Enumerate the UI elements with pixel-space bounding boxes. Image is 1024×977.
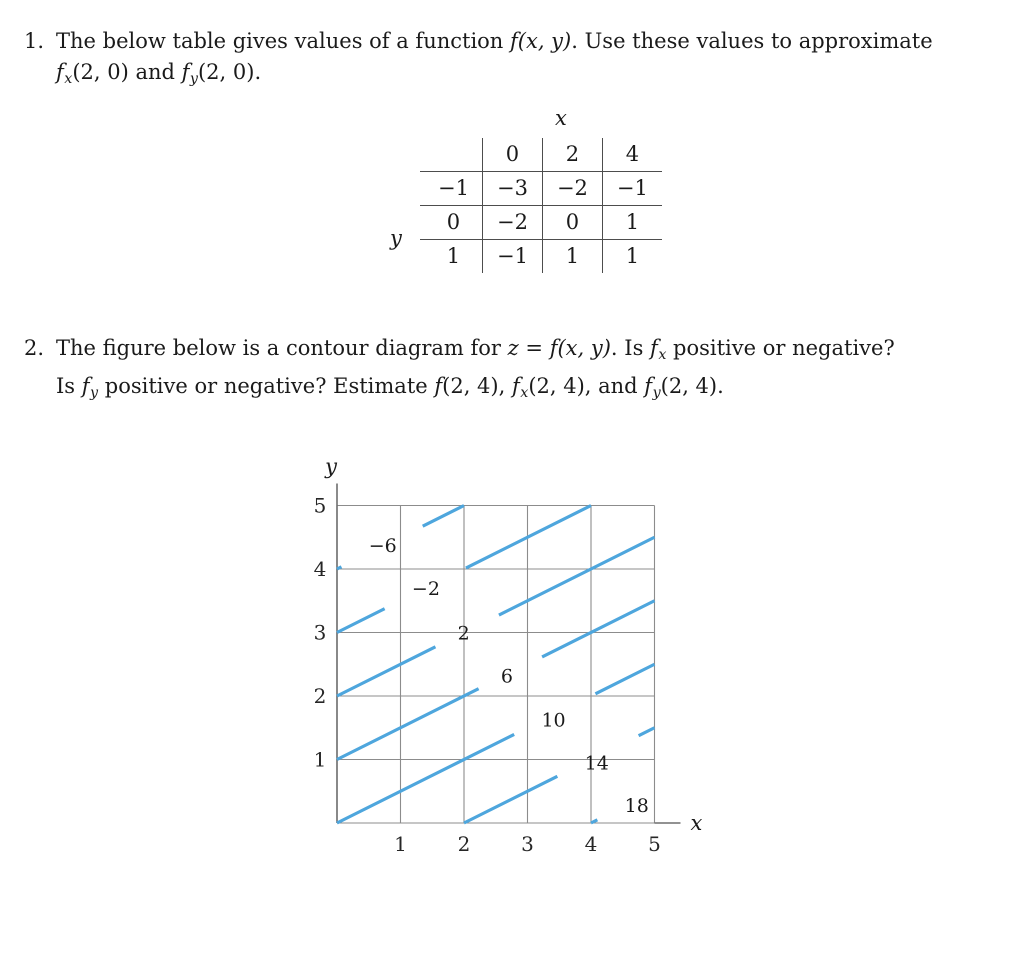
problem-2-equals: = <box>518 336 550 360</box>
problem-2-estimate-f-args: (2, 4) <box>442 373 499 398</box>
contour-line <box>337 567 341 569</box>
problem-1-fy-args: (2, 0) <box>197 60 255 84</box>
problem-2-estimate-fx-subscript: x <box>520 384 529 401</box>
contour-line <box>499 537 655 615</box>
table-row <box>420 240 662 274</box>
problem-2-separator-1: , <box>498 373 512 398</box>
table-cell-r2c2: 1 <box>602 240 661 274</box>
y-tick-label: 1 <box>313 747 327 772</box>
contour-level-label: 18 <box>624 795 649 818</box>
x-tick-label: 2 <box>457 832 471 856</box>
problem-1-fx-args: (2, 0) <box>72 60 129 84</box>
table-cell-r1c0: −2 <box>482 206 542 240</box>
problem-1-period: . <box>254 60 262 84</box>
table-cell-r2c0: −1 <box>482 240 542 274</box>
contour-level-labels <box>369 535 649 817</box>
x-axis-title: x <box>690 811 703 835</box>
contour-line <box>423 506 464 527</box>
table-col-header-2: 4 <box>625 142 640 166</box>
problem-1-text <box>56 26 933 95</box>
problem-2-number: 2. <box>23 336 44 360</box>
problem-2-estimate-fx-symbol: f <box>511 373 520 398</box>
problem-1-number: 1. <box>23 29 44 53</box>
table-x-header: x <box>555 106 567 130</box>
problem-2-estimate-f-symbol: f <box>434 373 443 398</box>
table-row <box>420 172 662 206</box>
contour-line <box>466 506 591 569</box>
table-row-header-1: 0 <box>420 206 482 240</box>
axis-titles <box>324 455 702 836</box>
contour-line <box>337 647 435 696</box>
problem-2-z-symbol: z <box>507 336 519 360</box>
problem-2-line1-part-b: . Is <box>610 336 651 360</box>
y-axis-title: y <box>325 454 337 479</box>
problem-2-estimate-fx-args: (2, 4) <box>528 373 585 398</box>
problem-1-line1-part-b: . Use these values to approximate <box>571 29 933 53</box>
table-row-header-2: 1 <box>420 240 482 274</box>
problem-2-period: . <box>717 373 724 398</box>
table-header-row <box>420 138 662 172</box>
problem-2-fx-subscript: x <box>658 346 667 363</box>
contour-line <box>595 664 654 694</box>
y-tick-label: 2 <box>313 684 327 708</box>
contour-line <box>542 601 654 657</box>
problem-2-function-symbol: f <box>549 336 558 360</box>
table-cell-r1c1: 0 <box>542 206 602 240</box>
problem-1 <box>8 26 1008 95</box>
table-cell-r2c1: 1 <box>542 240 602 274</box>
problem-2 <box>8 333 1008 409</box>
problem-2-fy-subscript: y <box>90 384 99 401</box>
table-row-header-0: −1 <box>420 172 482 206</box>
problem-2-estimate-fy-args: (2, 4) <box>660 373 718 398</box>
problem-1-fy-symbol: f <box>181 60 190 84</box>
table-col-header-0: 0 <box>482 138 542 172</box>
problem-2-estimate-fy-subscript: y <box>652 384 661 401</box>
table-cell-r0c1: −2 <box>542 172 602 206</box>
axis-tick-labels <box>314 494 661 857</box>
x-tick-label: 1 <box>394 832 407 856</box>
problem-1-fx-symbol: f <box>56 60 64 84</box>
table-y-header: y <box>390 226 402 250</box>
problem-2-line2-part-a: Is <box>56 373 82 398</box>
problem-1-fx-subscript: x <box>64 70 73 87</box>
contour-level-label: 6 <box>500 665 513 688</box>
contour-level-label: 14 <box>584 752 609 775</box>
problem-2-function-args: (x, y) <box>557 336 611 360</box>
contour-line <box>464 776 557 823</box>
y-tick-label: 5 <box>313 493 327 518</box>
problem-2-estimate-fy-symbol: f <box>644 373 653 398</box>
table-corner-cell <box>420 138 482 172</box>
problem-1-function-symbol: f <box>510 29 518 53</box>
contour-level-label: −2 <box>411 578 440 601</box>
contour-line <box>337 689 479 760</box>
table-cell-r0c2: −1 <box>602 172 661 206</box>
problem-2-fx-symbol: f <box>650 336 658 360</box>
problem-2-line1-part-c: positive or negative? <box>666 336 895 360</box>
problem-1-conjunction: and <box>128 60 182 84</box>
problem-2-text <box>56 333 895 409</box>
contour-diagram-svg <box>290 440 730 860</box>
y-tick-label: 4 <box>313 557 327 581</box>
problem-1-fy-subscript: y <box>189 70 198 87</box>
x-tick-label: 3 <box>521 832 534 856</box>
contour-line <box>337 609 385 633</box>
x-tick-label: 4 <box>584 832 598 856</box>
table-col-header-1: 2 <box>542 138 602 172</box>
contour-level-label: −6 <box>368 534 397 557</box>
problem-2-separator-2: , and <box>584 373 645 398</box>
contour-diagram <box>290 440 730 860</box>
problem-2-line2-part-b: positive or negative? Estimate <box>98 373 435 398</box>
y-tick-label: 3 <box>313 620 327 645</box>
contour-level-label: 10 <box>541 709 566 732</box>
table-row <box>420 206 662 240</box>
problem-2-fy-symbol: f <box>81 373 90 398</box>
problem-1-function-args: (x, y) <box>517 29 572 53</box>
table-cell-r0c0: −3 <box>482 172 542 206</box>
contour-level-label: 2 <box>457 622 470 645</box>
problem-2-line1-part-a: The figure below is a contour diagram for <box>56 336 508 360</box>
table-cell-r1c2: 1 <box>602 206 661 240</box>
function-value-table <box>420 138 662 273</box>
problem-1-line1-part-a: The below table gives values of a function <box>56 29 511 53</box>
contour-line <box>639 728 655 736</box>
x-tick-label: 5 <box>648 832 661 856</box>
